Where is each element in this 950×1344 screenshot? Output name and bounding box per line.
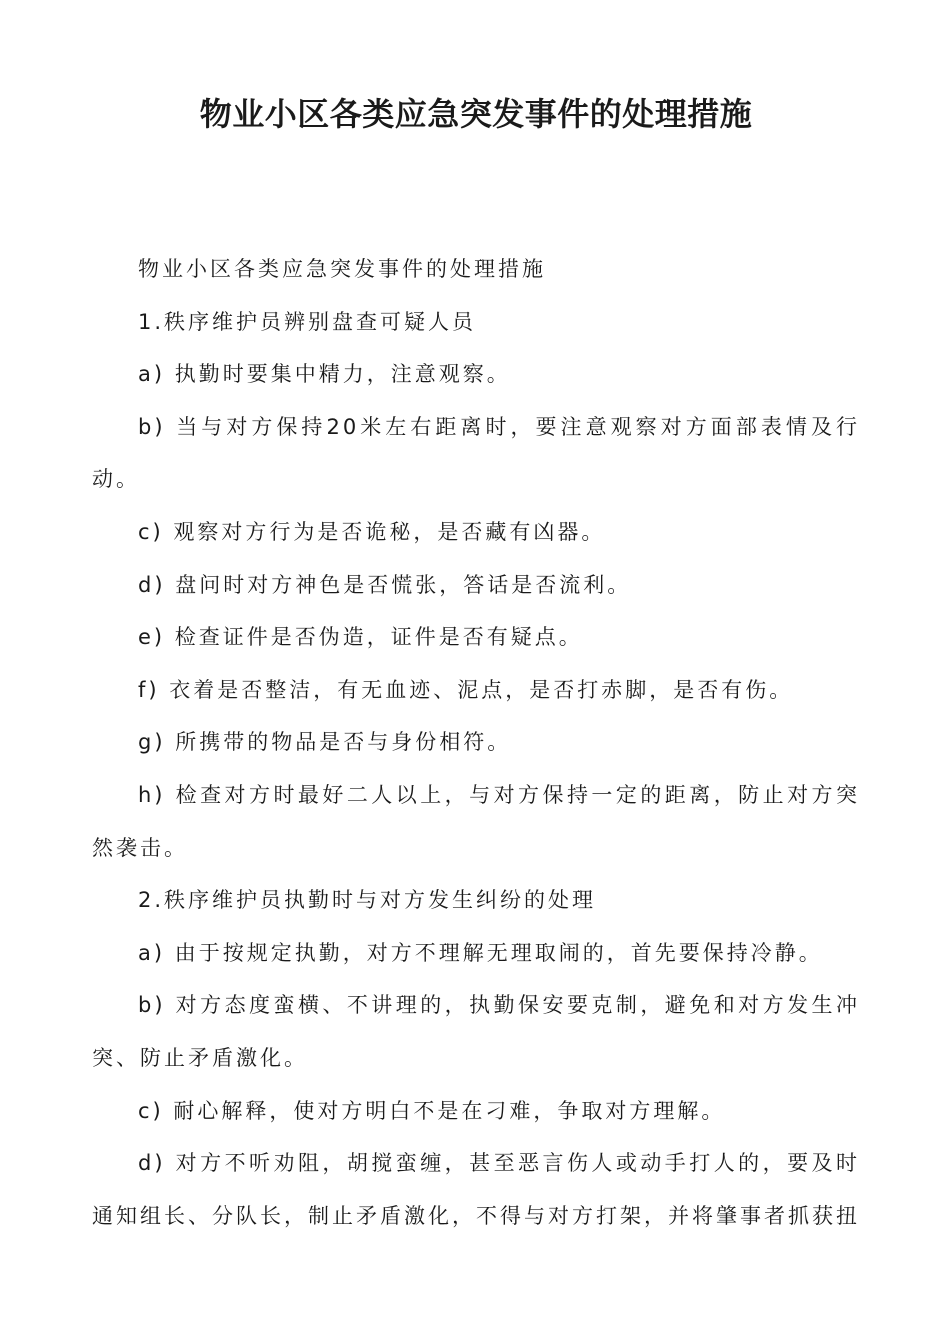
list-item-2c: c) 耐心解释，使对方明白不是在刁难，争取对方理解。 [138,1098,726,1123]
list-item-2d: d) 对方不听劝阻，胡搅蛮缠，甚至恶言伤人或动手打人的，要及时通知组长、分队长，制止矛盾激化，不得与对方打架，并将肇事者抓获扭 [92,1151,860,1228]
section-heading-1: 1.秩序维护员辨别盘查可疑人员 [138,309,477,334]
list-item-1h: h) 检查对方时最好二人以上，与对方保持一定的距离，防止对方突然袭击。 [92,782,860,860]
document-body [92,243,860,1242]
list-item-1b: b) 当与对方保持20米左右距离时，要注意观察对方面部表情及行动。 [92,414,860,492]
list-item-1g: g) 所携带的物品是否与身份相符。 [138,730,512,755]
list-item-1f: f) 衣着是否整洁，有无血迹、泥点，是否打赤脚，是否有伤。 [138,677,794,702]
list-item-1d: d) 盘问时对方神色是否慌张，答话是否流利。 [138,572,632,597]
list-item-2a: a) 由于按规定执勤，对方不理解无理取闹的，首先要保持冷静。 [138,940,823,965]
list-item-2b: b) 对方态度蛮横、不讲理的，执勤保安要克制，避免和对方发生冲突、防止矛盾激化。 [92,993,860,1070]
document-title: 物业小区各类应急突发事件的处理措施 [199,95,753,133]
list-item-1a: a) 执勤时要集中精力，注意观察。 [138,362,511,387]
list-item-1c: c) 观察对方行为是否诡秘，是否藏有凶器。 [138,519,606,544]
list-item-1e: e) 检查证件是否伪造，证件是否有疑点。 [138,625,583,650]
paragraph-intro: 物业小区各类应急突发事件的处理措施 [138,257,546,281]
section-heading-2: 2.秩序维护员执勤时与对方发生纠纷的处理 [138,888,597,913]
